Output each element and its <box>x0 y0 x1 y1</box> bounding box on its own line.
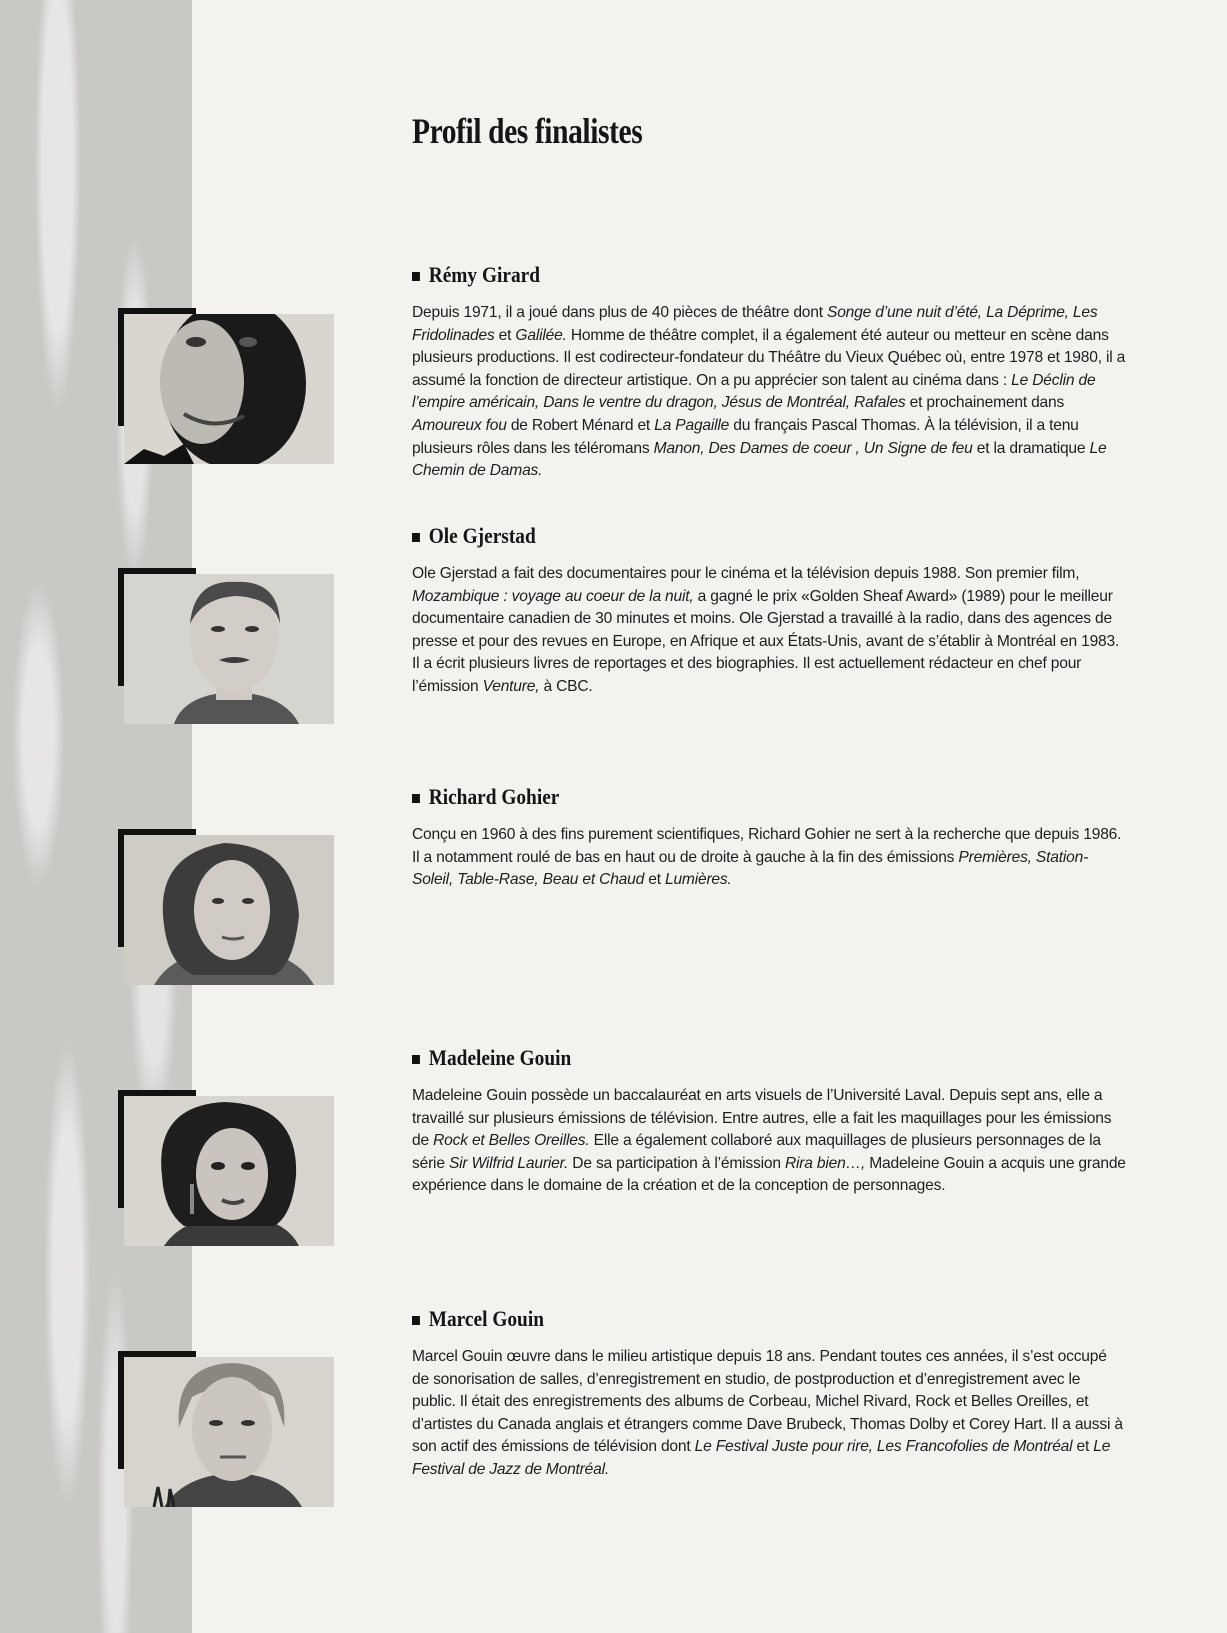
bio-text: Madeleine Gouin a acquis une grande expérience dans le domaine de la création et de la conception de personnages. <box>412 1154 1126 1195</box>
portrait-photo <box>124 835 334 985</box>
bio-text: Elle a également collaboré aux maquillages de plusieurs personnages de la série <box>412 1132 1101 1172</box>
portrait-photo <box>124 1357 334 1507</box>
bio-italic-title: Rock et Belles Oreilles. <box>433 1132 590 1150</box>
profile-bio <box>412 1346 1127 1482</box>
bio-italic-title: Mozambique : voyage au coeur de la nuit, <box>412 587 694 605</box>
profile-name: Richard Gohier <box>428 784 560 809</box>
bio-text: et <box>644 871 665 889</box>
profile-bio <box>412 563 1127 699</box>
portrait-photo <box>124 574 334 724</box>
bio-italic-title: Amoureux fou <box>412 416 507 434</box>
portrait-photo <box>124 1096 334 1246</box>
bio-italic-title: Premières, Station-Soleil, Table-Rase, Beau et Chaud <box>412 848 1089 889</box>
photo-frame <box>118 1096 336 1246</box>
bullet-icon <box>412 533 420 542</box>
bio-text: De sa participation à l’émission <box>568 1154 785 1172</box>
bio-text: et la dramatique <box>972 439 1090 457</box>
bio-text: de Robert Ménard et <box>506 416 655 434</box>
profile-bio <box>412 824 1127 892</box>
bio-text: Madeleine Gouin possède un baccalauréat en arts visuels de l’Université Laval. Depuis sept ans, elle a travaillé sur plusieurs émissions de télévision. Entre autres, elle a fait les maquillages pour les émissions de <box>412 1087 1112 1150</box>
bullet-icon <box>412 1316 420 1325</box>
bullet-icon <box>412 272 420 281</box>
bio-italic-title: La Pagaille <box>654 416 730 434</box>
bio-italic-title: Sir Wilfrid Laurier. <box>448 1154 569 1172</box>
bio-italic-title: Manon, Des Dames de coeur , Un Signe de feu <box>653 439 973 457</box>
page-title: Profil des finalistes <box>412 111 643 151</box>
profile-name-heading <box>412 1045 571 1071</box>
bio-italic-title: Le Chemin de Damas. <box>412 439 1107 480</box>
bio-italic-title: Lumières. <box>664 871 732 889</box>
profile-name-heading <box>412 784 559 810</box>
bio-italic-title: Venture, <box>482 677 540 695</box>
photo-frame <box>118 314 336 464</box>
bio-text: Marcel Gouin œuvre dans le milieu artistique depuis 18 ans. Pendant toutes ces années, il s’est occupé de sonorisation de salles, d’enregistrement en studio, de postproduction et d’enregistrement avec le public. Il était des enregistrements des albums de Corbeau, Michel Rivard, Rock et Belles Oreilles, et d’artistes du Canada anglais et étrangers comme Dave Brubeck, Thomas Dolby et Corey Hart. Il a aussi à son actif des émissions de télévision dont <box>412 1348 1123 1456</box>
bio-text: du français Pascal Thomas. À la télévision, il a tenu plusieurs rôles dans les téléromans <box>412 416 1079 457</box>
profile-name-heading <box>412 1306 544 1332</box>
profile-name: Madeleine Gouin <box>428 1045 572 1070</box>
bio-italic-title: Le Festival Juste pour rire, Les Francofolies de Montréal <box>694 1438 1073 1456</box>
bio-italic-title: Le Festival de Jazz de Montréal. <box>412 1438 1111 1478</box>
profile-name: Marcel Gouin <box>428 1306 544 1331</box>
bio-text: et <box>1072 1438 1094 1456</box>
bio-text: Ole Gjerstad a fait des documentaires pour le cinéma et la télévision depuis 1988. Son premier film, <box>412 565 1080 582</box>
bio-text: a gagné le prix «Golden Sheaf Award» (1989) pour le meilleur documentaire canadien de 30 minutes et moins. Ole Gjerstad a travaillé à la radio, dans des agences de presse et pour des revues en Europe, en Afrique et aux États-Unis, avant de s’établir à Montréal en 1983. Il a écrit plusieurs livres de reportages et des biographies. Il est actuellement rédacteur en chef pour l’émission <box>412 587 1120 695</box>
profile-name-heading <box>412 262 540 288</box>
bio-text: Conçu en 1960 à des fins purement scientifiques, Richard Gohier ne sert à la recherche que depuis 1986. Il a notamment roulé de bas en haut ou de droite à gauche à la fin des émissions <box>412 826 1122 866</box>
photo-frame <box>118 1357 336 1507</box>
portrait-photo <box>124 314 334 464</box>
profile-name-heading <box>412 523 536 549</box>
bio-text: Depuis 1971, il a joué dans plus de 40 pièces de théâtre dont <box>412 304 827 321</box>
bio-text: à CBC. <box>539 677 593 695</box>
bio-text: Homme de théâtre complet, il a également été auteur ou metteur en scène dans plusieurs productions. Il est codirecteur-fondateur du Théâtre du Vieux Québec où, entre 1978 et 1980, il a assumé la fonction de directeur artistique. On a pu apprécier son talent au cinéma dans : <box>412 326 1126 389</box>
bullet-icon <box>412 1055 420 1064</box>
bio-italic-title: Songe d’une nuit d’été, La Déprime, Les Fridolinades <box>412 304 1098 344</box>
bio-italic-title: Le Déclin de l’empire américain, Dans le ventre du dragon, Jésus de Montréal, Rafales <box>412 371 1096 412</box>
bio-text: et <box>494 326 516 344</box>
photo-frame <box>118 835 336 985</box>
profile-bio <box>412 1085 1127 1198</box>
bullet-icon <box>412 794 420 803</box>
bio-text: et prochainement dans <box>905 394 1065 412</box>
profile-name: Ole Gjerstad <box>428 523 536 548</box>
profile-bio <box>412 302 1127 483</box>
profile-name: Rémy Girard <box>428 262 541 287</box>
photo-frame <box>118 574 336 724</box>
bio-italic-title: Rira bien…, <box>784 1154 866 1172</box>
bio-italic-title: Galilée. <box>515 326 567 344</box>
